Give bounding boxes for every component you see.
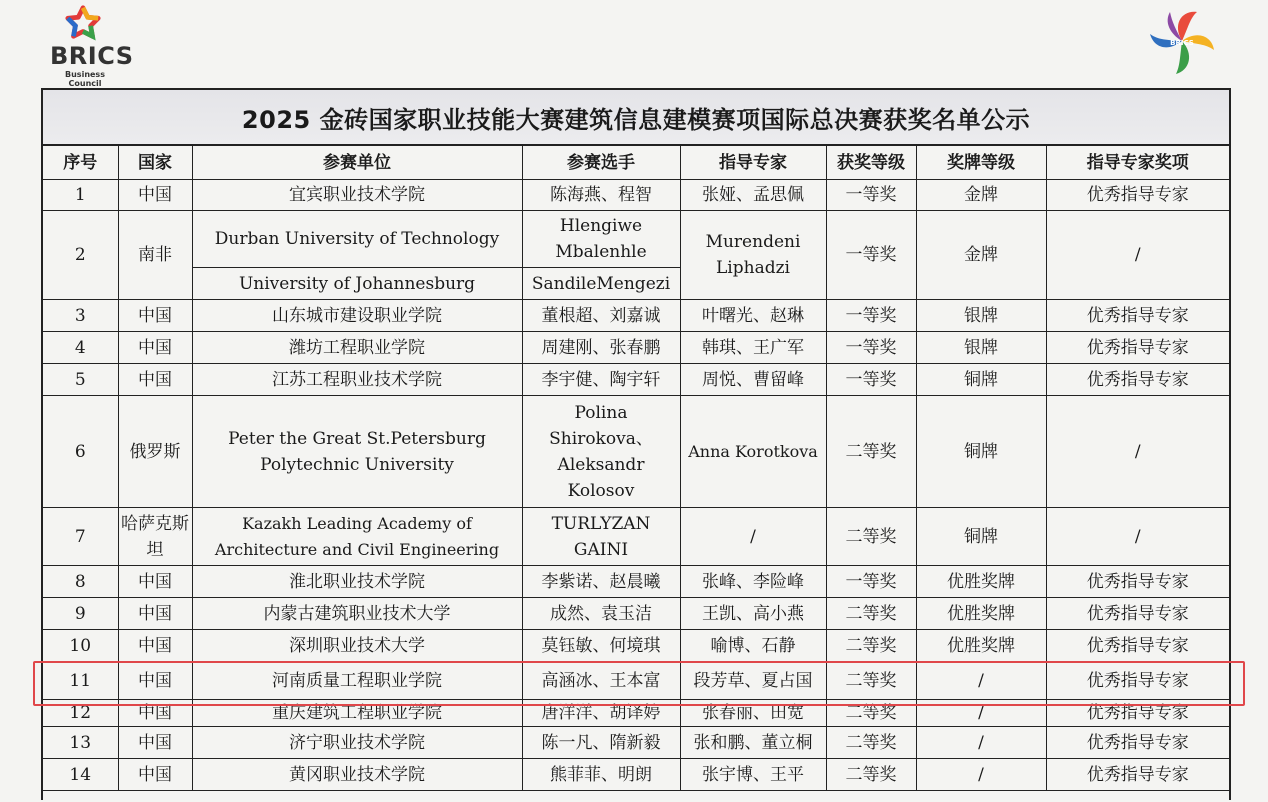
- table-row: [43, 566, 1229, 598]
- table-row: [43, 396, 1229, 508]
- cell-medal: 铜牌: [916, 508, 1046, 566]
- svg-text:BRICS: BRICS: [1170, 39, 1194, 47]
- cell-players: 董根超、刘嘉诚: [522, 300, 680, 332]
- cell-no: 13: [43, 727, 118, 759]
- cell-expert-award: 优秀指导专家: [1046, 759, 1229, 791]
- cell-unit: Kazakh Leading Academy of Architecture and Civil Engineering: [192, 508, 522, 566]
- cell-no: 7: [43, 508, 118, 566]
- table-row: [43, 211, 1229, 268]
- cell-players: SandileMengezi: [522, 268, 680, 300]
- cell-unit: University of Johannesburg: [192, 268, 522, 300]
- cell-players: 陈海燕、程智: [522, 180, 680, 211]
- cell-experts: 叶曙光、赵琳: [680, 300, 826, 332]
- col-header-medal: 奖牌等级: [916, 146, 1046, 180]
- cell-expert-award: 优秀指导专家: [1046, 700, 1229, 727]
- cell-award: 一等奖: [826, 180, 916, 211]
- cell-country: 中国: [118, 180, 192, 211]
- cell-no: 10: [43, 630, 118, 662]
- cell-no: 1: [43, 180, 118, 211]
- cell-expert-award: 优秀指导专家: [1046, 630, 1229, 662]
- cell-award: 二等奖: [826, 396, 916, 508]
- cell-experts: 张和鹏、董立桐: [680, 727, 826, 759]
- table-row: [43, 300, 1229, 332]
- cell-players: 高涵冰、王本富: [522, 662, 680, 700]
- cell-no: 12: [43, 700, 118, 727]
- cell-expert-award: /: [1046, 508, 1229, 566]
- cell-award: 二等奖: [826, 700, 916, 727]
- table-row: [43, 759, 1229, 791]
- cell-no: 14: [43, 759, 118, 791]
- cell-unit: Peter the Great St.Petersburg Polytechnic University: [192, 396, 522, 508]
- cell-expert-award: 优秀指导专家: [1046, 598, 1229, 630]
- cell-award: 二等奖: [826, 759, 916, 791]
- cell-award: 二等奖: [826, 630, 916, 662]
- cell-no: 6: [43, 396, 118, 508]
- cell-unit: 山东城市建设职业学院: [192, 300, 522, 332]
- brics-swirl-logo: [1142, 4, 1222, 78]
- cell-no: 2: [43, 211, 118, 300]
- cell-medal: 优胜奖牌: [916, 630, 1046, 662]
- cell-award: 二等奖: [826, 727, 916, 759]
- table-row: [43, 332, 1229, 364]
- cell-unit: 河南质量工程职业学院: [192, 662, 522, 700]
- cell-unit: Durban University of Technology: [192, 211, 522, 268]
- cell-unit: 重庆建筑工程职业学院: [192, 700, 522, 727]
- logo-subtitle: Business Council: [65, 70, 105, 88]
- cell-experts: 韩琪、王广军: [680, 332, 826, 364]
- cell-medal: /: [916, 662, 1046, 700]
- col-header-no: 序号: [43, 146, 118, 180]
- cell-players: 李紫诺、赵晨曦: [522, 566, 680, 598]
- page-title: 2025 金砖国家职业技能大赛建筑信息建模赛项国际总决赛获奖名单公示: [43, 90, 1229, 146]
- cell-expert-award: 优秀指导专家: [1046, 662, 1229, 700]
- cell-unit: 淮北职业技术学院: [192, 566, 522, 598]
- cell-award: 一等奖: [826, 211, 916, 300]
- cell-no: 8: [43, 566, 118, 598]
- cell-expert-award: 优秀指导专家: [1046, 727, 1229, 759]
- cell-unit: 深圳职业技术大学: [192, 630, 522, 662]
- table-row: [43, 727, 1229, 759]
- cell-experts: 喻博、石静: [680, 630, 826, 662]
- col-header-unit: 参赛单位: [192, 146, 522, 180]
- cell-experts: 段芳草、夏占国: [680, 662, 826, 700]
- cell-no: 5: [43, 364, 118, 396]
- cell-country: 中国: [118, 727, 192, 759]
- col-header-award: 获奖等级: [826, 146, 916, 180]
- cell-expert-award: 优秀指导专家: [1046, 300, 1229, 332]
- cell-players: Polina Shirokova、Aleksandr Kolosov: [522, 396, 680, 508]
- cell-unit: 内蒙古建筑职业技术大学: [192, 598, 522, 630]
- col-header-expert-award: 指导专家奖项: [1046, 146, 1229, 180]
- cell-unit: 潍坊工程职业学院: [192, 332, 522, 364]
- cell-medal: 优胜奖牌: [916, 598, 1046, 630]
- cell-country: 中国: [118, 598, 192, 630]
- cell-medal: 铜牌: [916, 364, 1046, 396]
- table-row: [43, 364, 1229, 396]
- cell-country: 中国: [118, 759, 192, 791]
- cell-players: 成然、袁玉洁: [522, 598, 680, 630]
- cell-medal: 金牌: [916, 180, 1046, 211]
- cell-country: 中国: [118, 300, 192, 332]
- cell-experts: 张峰、李险峰: [680, 566, 826, 598]
- cell-expert-award: 优秀指导专家: [1046, 364, 1229, 396]
- cell-medal: /: [916, 759, 1046, 791]
- brics-swirl-icon: [1142, 4, 1222, 78]
- cell-experts: 张春丽、田宽: [680, 700, 826, 727]
- cell-country: 中国: [118, 662, 192, 700]
- cell-medal: /: [916, 700, 1046, 727]
- cell-award: 一等奖: [826, 300, 916, 332]
- cell-country: 中国: [118, 332, 192, 364]
- cell-award: 二等奖: [826, 508, 916, 566]
- cell-players: 陈一凡、隋新毅: [522, 727, 680, 759]
- cell-players: TURLYZAN GAINI: [522, 508, 680, 566]
- highlight-box-row-11: [33, 661, 1245, 706]
- cell-unit: 宜宾职业技术学院: [192, 180, 522, 211]
- cell-players: 熊菲菲、明朗: [522, 759, 680, 791]
- cell-experts: 张娅、孟思佩: [680, 180, 826, 211]
- cell-expert-award: 优秀指导专家: [1046, 566, 1229, 598]
- cell-no: 11: [43, 662, 118, 700]
- cell-country: 中国: [118, 630, 192, 662]
- table-row: [43, 508, 1229, 566]
- cell-award: 二等奖: [826, 662, 916, 700]
- cell-players: 周建刚、张春鹏: [522, 332, 680, 364]
- cell-unit: 济宁职业技术学院: [192, 727, 522, 759]
- cell-players: 李宇健、陶宇轩: [522, 364, 680, 396]
- logo-brics-text: BRICS: [50, 42, 134, 70]
- cell-country: 南非: [118, 211, 192, 300]
- cell-medal: 银牌: [916, 300, 1046, 332]
- cell-award: 一等奖: [826, 566, 916, 598]
- cell-award: 一等奖: [826, 332, 916, 364]
- cell-medal: 金牌: [916, 211, 1046, 300]
- cell-country: 中国: [118, 566, 192, 598]
- cell-experts: 张宇博、王平: [680, 759, 826, 791]
- cell-medal: /: [916, 727, 1046, 759]
- col-header-experts: 指导专家: [680, 146, 826, 180]
- table-row: [43, 180, 1229, 211]
- cell-expert-award: 优秀指导专家: [1046, 332, 1229, 364]
- cell-experts: Murendeni Liphadzi: [680, 211, 826, 300]
- col-header-country: 国家: [118, 146, 192, 180]
- cell-unit: 江苏工程职业技术学院: [192, 364, 522, 396]
- brics-business-council-logo: [50, 4, 134, 88]
- cell-players: 唐洋洋、胡译婷: [522, 700, 680, 727]
- cell-players: 莫钰敏、何境琪: [522, 630, 680, 662]
- cell-players: Hlengiwe Mbalenhle: [522, 211, 680, 268]
- cell-no: 3: [43, 300, 118, 332]
- cell-experts: 周悦、曹留峰: [680, 364, 826, 396]
- col-header-players: 参赛选手: [522, 146, 680, 180]
- cell-award: 一等奖: [826, 364, 916, 396]
- cell-country: 中国: [118, 700, 192, 727]
- table-row: [43, 598, 1229, 630]
- cell-country: 哈萨克斯坦: [118, 508, 192, 566]
- table-row: [43, 630, 1229, 662]
- cell-medal: 优胜奖牌: [916, 566, 1046, 598]
- cell-expert-award: /: [1046, 211, 1229, 300]
- cell-no: 4: [43, 332, 118, 364]
- cell-expert-award: /: [1046, 396, 1229, 508]
- cell-award: 二等奖: [826, 598, 916, 630]
- cell-country: 中国: [118, 364, 192, 396]
- cell-experts: Anna Korotkova: [680, 396, 826, 508]
- cell-medal: 银牌: [916, 332, 1046, 364]
- cell-no: 9: [43, 598, 118, 630]
- brics-star-icon: [64, 4, 102, 42]
- cell-experts: /: [680, 508, 826, 566]
- cell-country: 俄罗斯: [118, 396, 192, 508]
- cell-expert-award: 优秀指导专家: [1046, 180, 1229, 211]
- cell-medal: 铜牌: [916, 396, 1046, 508]
- cell-experts: 王凯、高小燕: [680, 598, 826, 630]
- header-row: [43, 146, 1229, 180]
- cell-unit: 黄冈职业技术学院: [192, 759, 522, 791]
